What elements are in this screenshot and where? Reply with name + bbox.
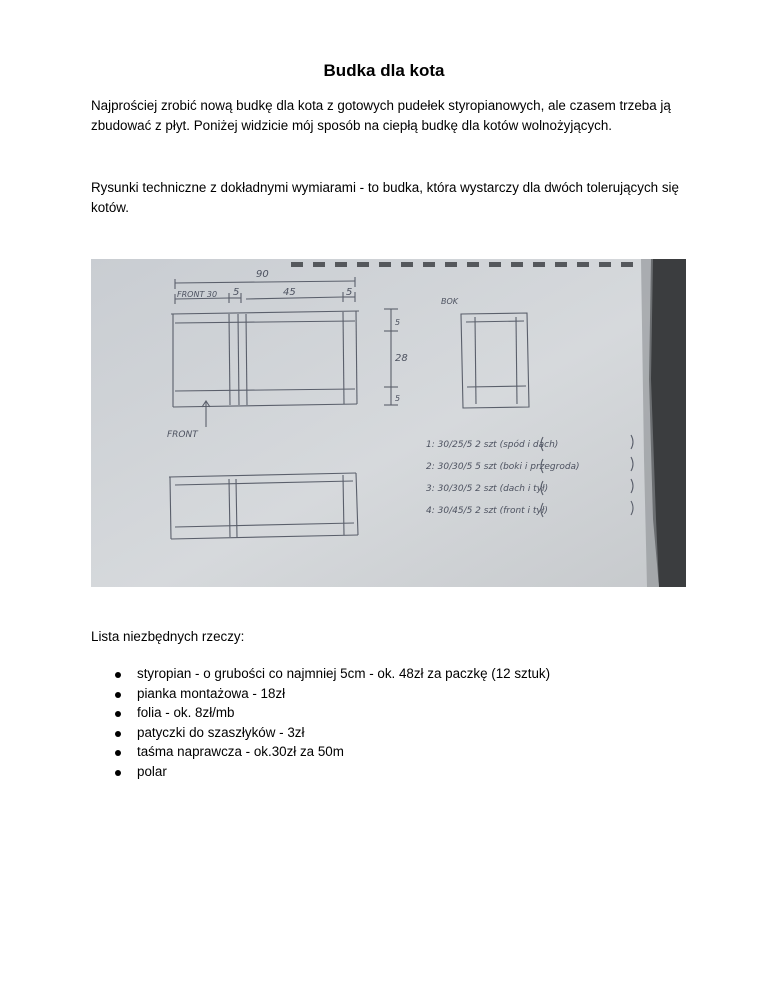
bullet-icon xyxy=(115,711,121,717)
items-list xyxy=(91,664,550,781)
list-item xyxy=(91,742,550,762)
bullet-icon xyxy=(115,672,121,678)
list-item-text: folia - ok. 8zł/mb xyxy=(137,705,235,720)
legend-line-4: 4: 30/45/5 2 szt (front i tył) xyxy=(426,506,548,516)
list-heading: Lista niezbędnych rzeczy: xyxy=(91,629,245,644)
list-item-text: taśma naprawcza - ok.30zł za 50m xyxy=(137,744,344,759)
intro-paragraph: Najprościej zrobić nową budkę dla kota z gotowych pudełek styropianowych, ale czasem trzeba ją zbudować z płyt. Poniżej widzicie mój sposób na ciepłą budkę dla kotów wolnożyjących. xyxy=(91,98,671,133)
bullet-icon xyxy=(115,750,121,756)
list-item xyxy=(91,762,550,782)
legend-line-2: 2: 30/30/5 5 szt (boki i przegroda) xyxy=(426,462,580,472)
sketch-label-front: FRONT xyxy=(167,430,198,440)
list-item xyxy=(91,664,550,684)
list-item-text: patyczki do szaszłyków - 3zł xyxy=(137,724,305,740)
sketch-label-front-30: FRONT 30 xyxy=(177,290,218,299)
bullet-icon xyxy=(115,770,121,776)
sketch-label-5: 5 xyxy=(233,287,240,298)
list-item xyxy=(91,723,550,743)
sketch-label-bok: BOK xyxy=(441,297,459,306)
legend-line-3: 3: 30/30/5 2 szt (dach i tył) xyxy=(426,484,549,494)
sketch-label-top5: 5 xyxy=(395,318,401,327)
list-item xyxy=(91,703,550,723)
sketch-label-total: 90 xyxy=(256,269,269,280)
sketch-label-height: 28 xyxy=(395,353,408,364)
bullet-icon xyxy=(115,731,121,737)
drawings-paragraph: Rysunki techniczne z dokładnymi wymiarami - to budka, która wystarczy dla dwóch tolerujących się kotów. xyxy=(91,180,679,215)
list-item-text: styropian - o grubości co najmniej 5cm - ok. 48zł za paczkę (12 sztuk) xyxy=(137,666,551,681)
list-item xyxy=(91,684,550,704)
sketch-label-5b: 5 xyxy=(346,287,353,298)
list-item-text: polar xyxy=(137,763,167,779)
sketch-label-45: 45 xyxy=(283,287,296,298)
sketch-photo xyxy=(91,259,686,587)
sketch-label-bottom5: 5 xyxy=(395,394,401,403)
bullet-icon xyxy=(115,692,121,698)
document-title: Budka dla kota xyxy=(323,61,445,80)
list-item-text: pianka montażowa - 18zł xyxy=(137,685,286,701)
legend-line-1: 1: 30/25/5 2 szt (spód i dach) xyxy=(426,440,559,450)
